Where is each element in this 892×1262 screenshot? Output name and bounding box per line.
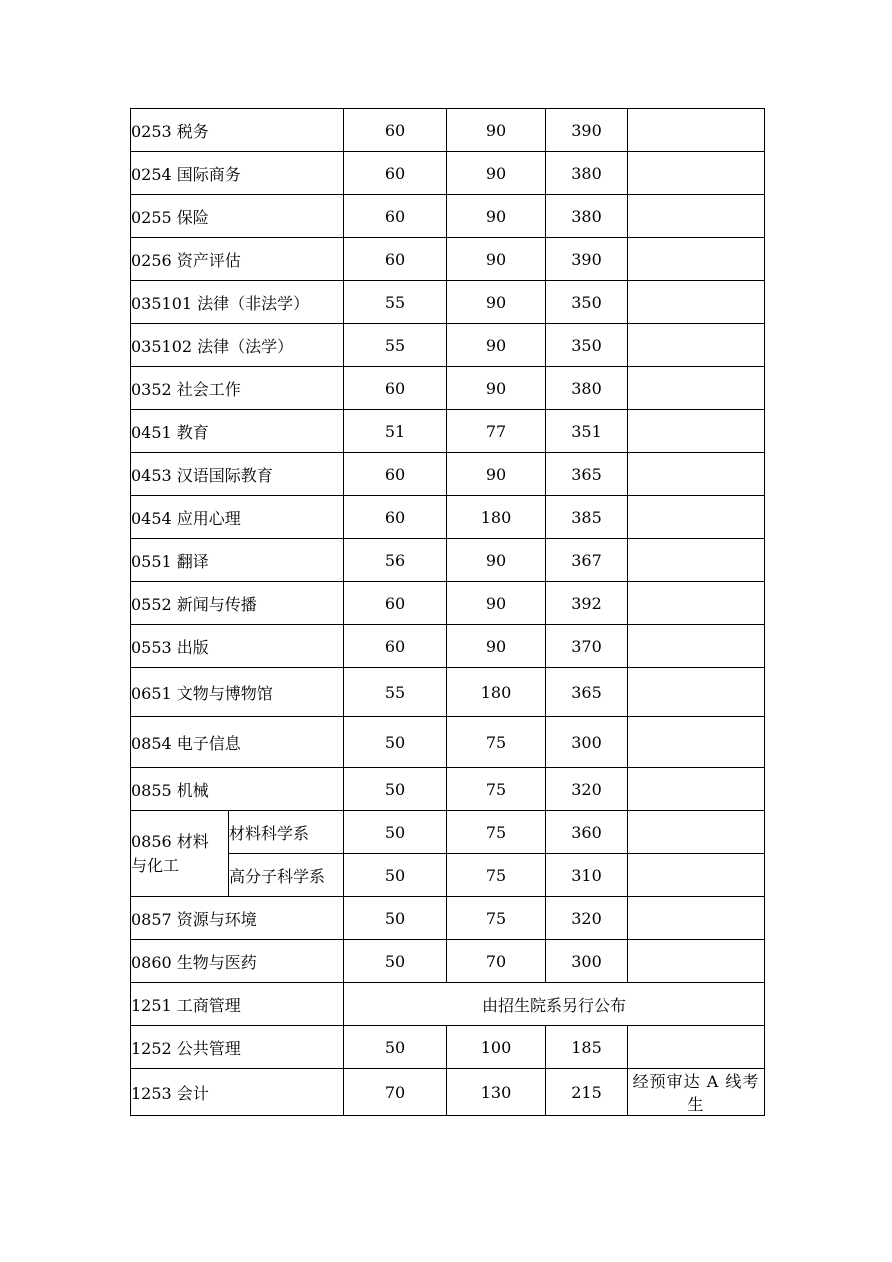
score-cell-a: 50 [344, 854, 447, 897]
total-score-cell: 300 [546, 717, 628, 768]
total-score-cell: 350 [546, 281, 628, 324]
program-name-cell: 0651 文物与博物馆 [131, 668, 344, 717]
table-row [131, 897, 765, 940]
program-name-cell: 0553 出版 [131, 625, 344, 668]
score-cell-a: 50 [344, 897, 447, 940]
total-score-cell: 390 [546, 238, 628, 281]
score-cell-b: 75 [447, 717, 546, 768]
program-name-cell: 035102 法律（法学） [131, 324, 344, 367]
score-cell-b: 90 [447, 238, 546, 281]
score-cell-b: 90 [447, 453, 546, 496]
score-cell-b: 75 [447, 768, 546, 811]
score-cell-b: 90 [447, 109, 546, 152]
score-cell-b: 90 [447, 324, 546, 367]
note-cell [628, 109, 765, 152]
score-table [130, 108, 765, 1116]
table-row [131, 453, 765, 496]
note-cell [628, 152, 765, 195]
note-cell [628, 367, 765, 410]
total-score-cell: 365 [546, 453, 628, 496]
total-score-cell: 370 [546, 625, 628, 668]
score-cell-a: 55 [344, 668, 447, 717]
table-row [131, 496, 765, 539]
table-row [131, 410, 765, 453]
program-name-cell: 1252 公共管理 [131, 1026, 344, 1069]
score-cell-a: 70 [344, 1069, 447, 1116]
score-cell-b: 180 [447, 496, 546, 539]
program-name-cell: 035101 法律（非法学） [131, 281, 344, 324]
score-cell-a: 50 [344, 717, 447, 768]
program-name-cell: 0255 保险 [131, 195, 344, 238]
note-cell [628, 281, 765, 324]
program-name-cell: 1253 会计 [131, 1069, 344, 1116]
table-row [131, 109, 765, 152]
score-cell-a: 50 [344, 1026, 447, 1069]
table-row [131, 625, 765, 668]
note-cell [628, 453, 765, 496]
score-cell-a: 60 [344, 238, 447, 281]
table-row [131, 768, 765, 811]
table-row [131, 668, 765, 717]
table-row [131, 367, 765, 410]
program-name-cell: 0352 社会工作 [131, 367, 344, 410]
total-score-cell: 350 [546, 324, 628, 367]
program-name-cell: 0254 国际商务 [131, 152, 344, 195]
program-name-cell: 0855 机械 [131, 768, 344, 811]
note-cell [628, 324, 765, 367]
department-cell: 材料科学系 [229, 811, 344, 854]
score-cell-b: 90 [447, 625, 546, 668]
program-name-cell: 0451 教育 [131, 410, 344, 453]
note-cell [628, 496, 765, 539]
score-cell-a: 60 [344, 152, 447, 195]
note-cell [628, 768, 765, 811]
score-cell-b: 77 [447, 410, 546, 453]
note-cell [628, 539, 765, 582]
score-cell-a: 60 [344, 367, 447, 410]
score-cell-b: 90 [447, 195, 546, 238]
program-name-cell: 0552 新闻与传播 [131, 582, 344, 625]
score-cell-b: 100 [447, 1026, 546, 1069]
total-score-cell: 185 [546, 1026, 628, 1069]
total-score-cell: 392 [546, 582, 628, 625]
note-cell [628, 811, 765, 854]
program-name-cell: 0857 资源与环境 [131, 897, 344, 940]
score-cell-b: 90 [447, 367, 546, 410]
program-name-cell: 0453 汉语国际教育 [131, 453, 344, 496]
total-score-cell: 380 [546, 152, 628, 195]
total-score-cell: 300 [546, 940, 628, 983]
total-score-cell: 367 [546, 539, 628, 582]
table-row [131, 811, 765, 854]
score-cell-a: 56 [344, 539, 447, 582]
table-row [131, 940, 765, 983]
note-cell [628, 1026, 765, 1069]
total-score-cell: 365 [546, 668, 628, 717]
table-row [131, 238, 765, 281]
score-cell-a: 60 [344, 195, 447, 238]
note-cell [628, 582, 765, 625]
score-cell-a: 55 [344, 281, 447, 324]
total-score-cell: 215 [546, 1069, 628, 1116]
program-name-cell: 0454 应用心理 [131, 496, 344, 539]
score-cell-b: 90 [447, 582, 546, 625]
score-cell-b: 70 [447, 940, 546, 983]
table-row [131, 1069, 765, 1116]
note-cell [628, 410, 765, 453]
table-row [131, 1026, 765, 1069]
total-score-cell: 320 [546, 768, 628, 811]
score-cell-b: 90 [447, 539, 546, 582]
table-row [131, 983, 765, 1026]
score-cell-a: 50 [344, 811, 447, 854]
table-row [131, 152, 765, 195]
score-cell-b: 90 [447, 152, 546, 195]
note-cell [628, 625, 765, 668]
score-cell-a: 50 [344, 940, 447, 983]
department-cell: 高分子科学系 [229, 854, 344, 897]
score-cell-b: 90 [447, 281, 546, 324]
total-score-cell: 320 [546, 897, 628, 940]
score-cell-a: 60 [344, 453, 447, 496]
program-name-cell: 0551 翻译 [131, 539, 344, 582]
note-cell [628, 195, 765, 238]
note-cell [628, 717, 765, 768]
note-cell [628, 668, 765, 717]
score-cell-a: 51 [344, 410, 447, 453]
score-cell-a: 60 [344, 582, 447, 625]
total-score-cell: 385 [546, 496, 628, 539]
score-cell-b: 130 [447, 1069, 546, 1116]
program-name-cell: 0854 电子信息 [131, 717, 344, 768]
total-score-cell: 380 [546, 195, 628, 238]
score-cell-a: 55 [344, 324, 447, 367]
total-score-cell: 351 [546, 410, 628, 453]
table-row [131, 281, 765, 324]
program-name-cell: 0253 税务 [131, 109, 344, 152]
total-score-cell: 360 [546, 811, 628, 854]
score-cell-a: 60 [344, 109, 447, 152]
table-row [131, 195, 765, 238]
score-cell-b: 180 [447, 668, 546, 717]
program-name-cell: 0860 生物与医药 [131, 940, 344, 983]
note-cell: 经预审达 A 线考生 [628, 1069, 765, 1116]
score-cell-a: 60 [344, 625, 447, 668]
score-cell-a: 60 [344, 496, 447, 539]
note-cell [628, 940, 765, 983]
table-row [131, 539, 765, 582]
score-cell-b: 75 [447, 897, 546, 940]
table-row [131, 324, 765, 367]
merged-note-cell: 由招生院系另行公布 [344, 983, 765, 1026]
program-name-cell: 1251 工商管理 [131, 983, 344, 1026]
note-cell [628, 238, 765, 281]
program-name-cell: 0256 资产评估 [131, 238, 344, 281]
total-score-cell: 380 [546, 367, 628, 410]
score-cell-b: 75 [447, 854, 546, 897]
total-score-cell: 390 [546, 109, 628, 152]
table-row [131, 582, 765, 625]
program-name-cell: 0856 材料与化工 [131, 811, 229, 897]
total-score-cell: 310 [546, 854, 628, 897]
score-cell-a: 50 [344, 768, 447, 811]
score-cell-b: 75 [447, 811, 546, 854]
table-row [131, 717, 765, 768]
note-cell [628, 897, 765, 940]
note-cell [628, 854, 765, 897]
